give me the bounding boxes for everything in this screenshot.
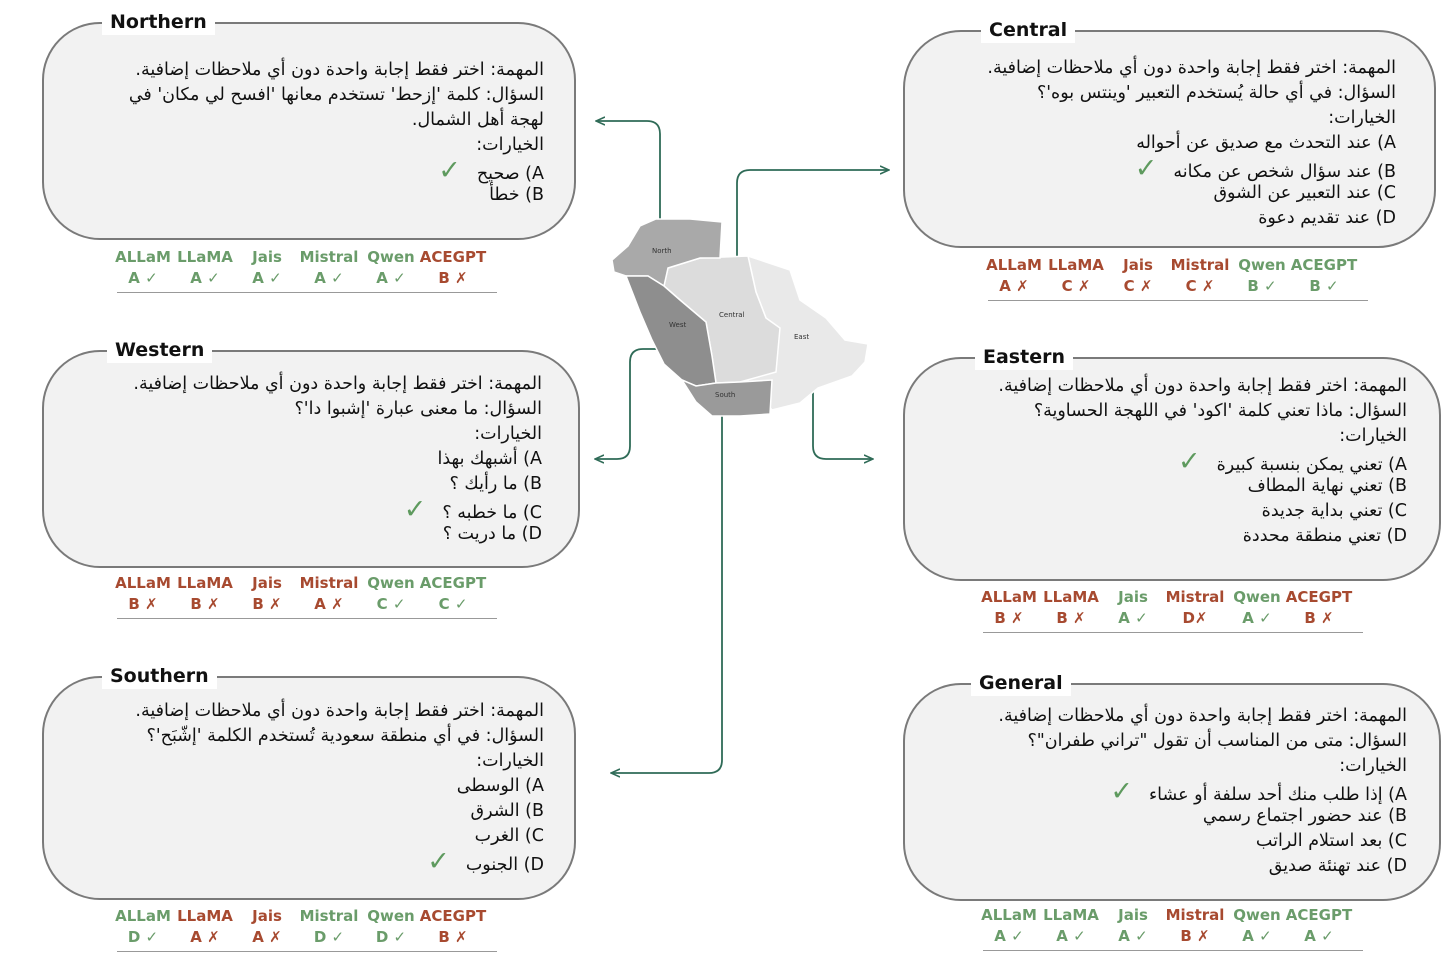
model-result-allam bbox=[974, 905, 1044, 947]
panel-eastern bbox=[903, 346, 1441, 581]
model-answer: B ✗ bbox=[190, 595, 220, 613]
question-text: D) عند تهنئة صديق bbox=[1268, 856, 1407, 876]
question-text: B) الشرق bbox=[470, 801, 544, 821]
model-name: Qwen bbox=[367, 574, 415, 592]
model-name: ACEGPT bbox=[419, 248, 487, 266]
question-text: السؤال: ماذا تعني كلمة 'اكود' في اللهجة الحساوية؟ bbox=[1033, 401, 1407, 421]
question-text: C) تعني بداية جديدة bbox=[1261, 501, 1407, 521]
model-name: LLaMA bbox=[1048, 256, 1104, 274]
question-line bbox=[133, 447, 542, 472]
question-text: المهمة: اختر فقط إجابة واحدة دون أي ملاحظات إضافية. bbox=[998, 706, 1407, 726]
model-name: LLaMA bbox=[1043, 906, 1099, 924]
panel-southern bbox=[42, 665, 576, 900]
question-text: C) ما خطبه ؟ bbox=[442, 503, 542, 523]
model-result-jais bbox=[1098, 587, 1168, 629]
question-line bbox=[133, 422, 542, 447]
question-text: الخيارات: bbox=[476, 751, 544, 771]
question-line bbox=[987, 153, 1396, 184]
question-line bbox=[998, 776, 1407, 807]
model-answer: C ✓ bbox=[376, 595, 406, 613]
model-name: Mistral bbox=[299, 574, 359, 592]
model-result-llama bbox=[1036, 905, 1106, 947]
model-answer: B ✗ bbox=[1056, 609, 1086, 627]
question-block bbox=[129, 58, 544, 208]
correct-check-icon: ✓ bbox=[438, 155, 461, 186]
model-name: Mistral bbox=[1165, 906, 1225, 924]
model-result-mistral bbox=[1165, 255, 1235, 297]
model-result-llama bbox=[1041, 255, 1111, 297]
model-answer: B ✗ bbox=[438, 269, 468, 287]
question-text: لهجة أهل الشمال. bbox=[411, 110, 544, 130]
model-name: ACEGPT bbox=[1285, 588, 1353, 606]
model-answer: D ✓ bbox=[313, 928, 345, 946]
question-line bbox=[129, 108, 544, 133]
model-answer: A ✓ bbox=[994, 927, 1024, 945]
question-text: D) عند تقديم دعوة bbox=[1258, 208, 1396, 228]
panel-title: Central bbox=[981, 17, 1075, 43]
question-text: B) ما رأيك ؟ bbox=[449, 474, 542, 494]
correct-check-icon: ✓ bbox=[1178, 446, 1201, 477]
question-text: C) عند التعبير عن الشوق bbox=[1213, 183, 1396, 203]
model-result-jais bbox=[232, 247, 302, 289]
question-line bbox=[133, 522, 542, 547]
model-name: Jais bbox=[252, 248, 282, 266]
model-name: ALLaM bbox=[981, 588, 1037, 606]
question-line bbox=[135, 699, 544, 724]
model-result-qwen bbox=[1222, 905, 1292, 947]
panel-general bbox=[903, 672, 1441, 901]
model-result-qwen bbox=[1222, 587, 1292, 629]
question-line bbox=[998, 524, 1407, 549]
question-block bbox=[998, 704, 1407, 879]
model-results-row bbox=[983, 905, 1363, 951]
question-text: B) عند سؤال شخص عن مكانه bbox=[1173, 162, 1396, 182]
question-line bbox=[135, 774, 544, 799]
question-text: المهمة: اختر فقط إجابة واحدة دون أي ملاحظات إضافية. bbox=[135, 701, 544, 721]
question-line bbox=[135, 824, 544, 849]
model-answer: C ✗ bbox=[1185, 277, 1215, 295]
model-result-acegpt bbox=[1284, 587, 1354, 629]
model-result-jais bbox=[1103, 255, 1173, 297]
model-result-acegpt bbox=[418, 906, 488, 948]
question-text: الخيارات: bbox=[476, 135, 544, 155]
question-line bbox=[987, 131, 1396, 156]
model-name: Mistral bbox=[1170, 256, 1230, 274]
model-answer: A ✗ bbox=[314, 595, 344, 613]
question-text: المهمة: اختر فقط إجابة واحدة دون أي ملاحظات إضافية. bbox=[998, 376, 1407, 396]
question-line bbox=[987, 106, 1396, 131]
panel-title: Northern bbox=[102, 9, 215, 35]
model-answer: B ✓ bbox=[1309, 277, 1339, 295]
model-results-row bbox=[988, 255, 1368, 301]
model-result-mistral bbox=[1160, 587, 1230, 629]
model-results-row bbox=[983, 587, 1363, 633]
model-name: Mistral bbox=[1165, 588, 1225, 606]
model-answer: A ✓ bbox=[376, 269, 406, 287]
question-line bbox=[998, 854, 1407, 879]
model-name: ALLaM bbox=[981, 906, 1037, 924]
model-name: Qwen bbox=[367, 907, 415, 925]
question-text: B) خطأ bbox=[489, 185, 544, 205]
model-answer: A ✓ bbox=[128, 269, 158, 287]
model-name: Jais bbox=[1118, 906, 1148, 924]
question-text: السؤال: كلمة 'إزحط' تستخدم معانها 'افسح لي مكان' في bbox=[128, 85, 544, 105]
model-result-llama bbox=[170, 906, 240, 948]
model-answer: C ✗ bbox=[1061, 277, 1091, 295]
question-text: A) الوسطى bbox=[456, 776, 544, 796]
model-answer: B ✗ bbox=[994, 609, 1024, 627]
question-block bbox=[998, 374, 1407, 549]
question-line bbox=[133, 494, 542, 525]
model-answer: A ✓ bbox=[1304, 927, 1334, 945]
question-text: السؤال: في أي حالة يُستخدم التعبير 'وينتس بوه'؟ bbox=[1036, 83, 1396, 103]
model-name: ALLaM bbox=[986, 256, 1042, 274]
panel-title: Western bbox=[107, 337, 212, 363]
model-result-mistral bbox=[294, 906, 364, 948]
model-result-qwen bbox=[356, 247, 426, 289]
question-text: السؤال: متى من المناسب أن تقول "تراني طفران"؟ bbox=[1027, 731, 1407, 751]
question-line bbox=[129, 155, 544, 186]
question-line bbox=[998, 804, 1407, 829]
model-name: Jais bbox=[1123, 256, 1153, 274]
model-result-llama bbox=[1036, 587, 1106, 629]
model-name: ALLaM bbox=[115, 248, 171, 266]
map-label-central: Central bbox=[719, 311, 745, 319]
model-answer: A ✗ bbox=[999, 277, 1029, 295]
model-result-jais bbox=[232, 573, 302, 615]
model-result-allam bbox=[108, 247, 178, 289]
question-text: المهمة: اختر فقط إجابة واحدة دون أي ملاحظات إضافية. bbox=[133, 374, 542, 394]
question-line bbox=[998, 829, 1407, 854]
question-line bbox=[129, 183, 544, 208]
question-block bbox=[987, 56, 1396, 231]
correct-check-icon: ✓ bbox=[1134, 153, 1158, 184]
question-text: المهمة: اختر فقط إجابة واحدة دون أي ملاحظات إضافية. bbox=[987, 58, 1396, 78]
model-result-mistral bbox=[1160, 905, 1230, 947]
model-answer: B ✗ bbox=[252, 595, 282, 613]
model-answer: A ✓ bbox=[1056, 927, 1086, 945]
model-result-acegpt bbox=[1289, 255, 1359, 297]
question-text: الخيارات: bbox=[1328, 108, 1396, 128]
question-text: D) تعني منطقة محددة bbox=[1242, 526, 1407, 546]
question-line bbox=[133, 372, 542, 397]
model-name: Qwen bbox=[1233, 906, 1281, 924]
model-result-allam bbox=[974, 587, 1044, 629]
model-answer: B ✗ bbox=[1304, 609, 1334, 627]
question-text: A) أشبهك بهذا bbox=[437, 449, 542, 469]
model-result-qwen bbox=[1227, 255, 1297, 297]
model-answer: A ✓ bbox=[1118, 927, 1148, 945]
model-name: Jais bbox=[1118, 588, 1148, 606]
question-line bbox=[987, 181, 1396, 206]
panel-northern bbox=[42, 11, 576, 240]
correct-check-icon: ✓ bbox=[427, 846, 450, 877]
model-result-qwen bbox=[356, 573, 426, 615]
model-name: Jais bbox=[252, 574, 282, 592]
question-text: A) تعني يمكن بنسبة كبيرة bbox=[1216, 455, 1407, 475]
model-answer: A ✓ bbox=[1242, 927, 1272, 945]
question-line bbox=[135, 799, 544, 824]
model-result-mistral bbox=[294, 247, 364, 289]
model-name: ALLaM bbox=[115, 574, 171, 592]
map-label-west: West bbox=[669, 321, 687, 329]
question-block bbox=[135, 699, 544, 877]
model-result-llama bbox=[170, 247, 240, 289]
question-line bbox=[129, 58, 544, 83]
map-label-south: South bbox=[715, 391, 736, 399]
question-line bbox=[129, 133, 544, 158]
question-line bbox=[998, 704, 1407, 729]
model-name: LLaMA bbox=[177, 574, 233, 592]
question-line bbox=[135, 846, 544, 877]
question-text: B) عند حضور اجتماع رسمي bbox=[1202, 806, 1407, 826]
model-answer: D ✓ bbox=[375, 928, 407, 946]
model-name: Qwen bbox=[1233, 588, 1281, 606]
question-text: C) الغرب bbox=[474, 826, 544, 846]
question-line bbox=[129, 83, 544, 108]
question-text: الخيارات: bbox=[1339, 426, 1407, 446]
model-result-qwen bbox=[356, 906, 426, 948]
question-line bbox=[998, 424, 1407, 449]
question-text: D) ما دريت ؟ bbox=[442, 524, 542, 544]
model-answer: D ✓ bbox=[127, 928, 159, 946]
model-answer: D✗ bbox=[1182, 609, 1208, 627]
model-result-jais bbox=[1098, 905, 1168, 947]
correct-check-icon: ✓ bbox=[403, 494, 427, 525]
question-line bbox=[987, 206, 1396, 231]
model-name: Jais bbox=[252, 907, 282, 925]
question-text: السؤال: ما معنى عبارة 'إشبوا دا'؟ bbox=[294, 399, 542, 419]
model-answer: A ✗ bbox=[190, 928, 220, 946]
model-name: LLaMA bbox=[177, 907, 233, 925]
question-line bbox=[133, 472, 542, 497]
panel-title: Southern bbox=[102, 663, 217, 689]
model-name: ACEGPT bbox=[1290, 256, 1358, 274]
model-answer: B ✓ bbox=[1247, 277, 1277, 295]
question-text: الخيارات: bbox=[1339, 756, 1407, 776]
model-answer: B ✗ bbox=[128, 595, 158, 613]
model-name: Mistral bbox=[299, 907, 359, 925]
model-answer: B ✗ bbox=[1180, 927, 1210, 945]
model-name: Mistral bbox=[299, 248, 359, 266]
model-name: ALLaM bbox=[115, 907, 171, 925]
model-answer: A ✓ bbox=[1118, 609, 1148, 627]
model-name: LLaMA bbox=[1043, 588, 1099, 606]
question-text: A) عند التحدث مع صديق عن أحواله bbox=[1136, 133, 1396, 153]
panel-central bbox=[903, 19, 1436, 248]
question-text: D) الجنوب bbox=[465, 855, 544, 875]
model-result-acegpt bbox=[418, 573, 488, 615]
map-label-east: East bbox=[794, 333, 810, 341]
model-name: LLaMA bbox=[177, 248, 233, 266]
question-line bbox=[998, 374, 1407, 399]
question-line bbox=[133, 397, 542, 422]
model-name: ACEGPT bbox=[419, 907, 487, 925]
model-results-row bbox=[117, 247, 497, 293]
model-answer: A ✓ bbox=[252, 269, 282, 287]
model-name: Qwen bbox=[367, 248, 415, 266]
question-line bbox=[987, 81, 1396, 106]
question-text: السؤال: في أي منطقة سعودية تُستخدم الكلمة 'إشّبَح'؟ bbox=[146, 726, 544, 746]
model-answer: B ✗ bbox=[438, 928, 468, 946]
model-name: Qwen bbox=[1238, 256, 1286, 274]
question-text: الخيارات: bbox=[474, 424, 542, 444]
model-answer: C ✓ bbox=[438, 595, 468, 613]
question-line bbox=[998, 474, 1407, 499]
model-answer: C ✗ bbox=[1123, 277, 1153, 295]
question-line bbox=[998, 729, 1407, 754]
question-text: C) بعد استلام الراتب bbox=[1255, 831, 1407, 851]
model-results-row bbox=[117, 573, 497, 619]
model-result-llama bbox=[170, 573, 240, 615]
question-text: المهمة: اختر فقط إجابة واحدة دون أي ملاحظات إضافية. bbox=[135, 60, 544, 80]
model-result-acegpt bbox=[418, 247, 488, 289]
model-result-allam bbox=[108, 573, 178, 615]
question-line bbox=[998, 446, 1407, 477]
model-result-allam bbox=[979, 255, 1049, 297]
panel-title: Eastern bbox=[975, 344, 1073, 370]
model-answer: A ✓ bbox=[190, 269, 220, 287]
model-name: ACEGPT bbox=[419, 574, 487, 592]
question-text: B) تعني نهاية المطاف bbox=[1247, 476, 1407, 496]
panel-western bbox=[42, 339, 580, 568]
model-results-row bbox=[117, 906, 497, 952]
question-line bbox=[135, 724, 544, 749]
model-result-jais bbox=[232, 906, 302, 948]
question-block bbox=[133, 372, 542, 547]
model-result-allam bbox=[108, 906, 178, 948]
correct-check-icon: ✓ bbox=[1110, 776, 1133, 807]
model-answer: A ✗ bbox=[252, 928, 282, 946]
map-label-north: North bbox=[652, 247, 672, 255]
model-answer: A ✓ bbox=[314, 269, 344, 287]
model-result-mistral bbox=[294, 573, 364, 615]
question-line bbox=[998, 499, 1407, 524]
question-text: A) إذا طلب منك أحد سلفة أو عشاء bbox=[1148, 785, 1407, 805]
question-line bbox=[135, 749, 544, 774]
question-line bbox=[998, 399, 1407, 424]
model-answer: A ✓ bbox=[1242, 609, 1272, 627]
question-line bbox=[998, 754, 1407, 779]
model-result-acegpt bbox=[1284, 905, 1354, 947]
question-line bbox=[987, 56, 1396, 81]
model-name: ACEGPT bbox=[1285, 906, 1353, 924]
question-text: A) صحيح bbox=[476, 164, 544, 184]
panel-title: General bbox=[971, 670, 1071, 696]
